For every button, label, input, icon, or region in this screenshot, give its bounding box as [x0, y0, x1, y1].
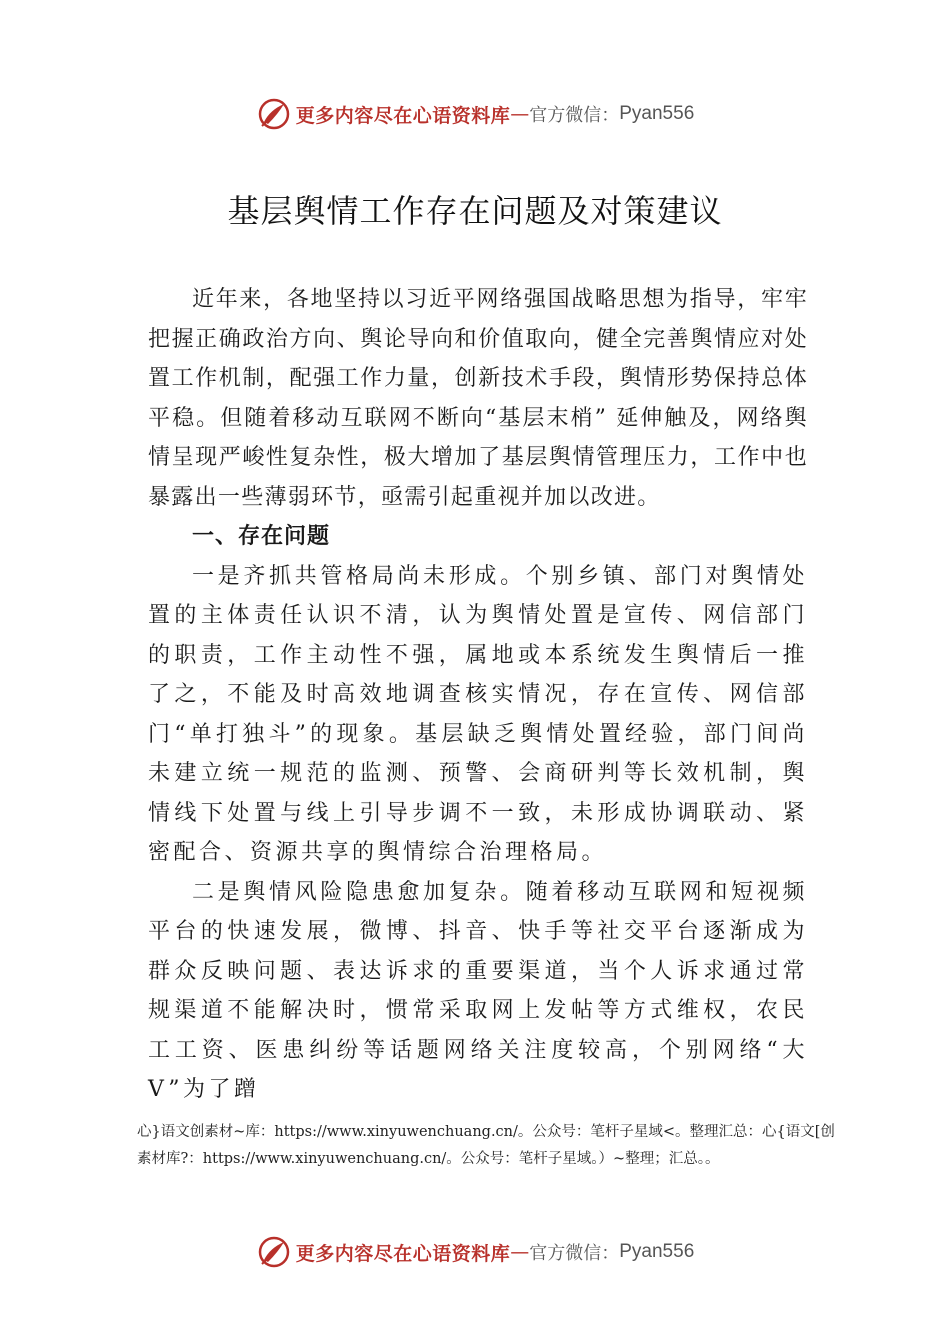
banner-label: 官方微信：	[529, 1243, 620, 1264]
footnote-watermark: 心}语文创素材~库：https://www.xinyuwenchuang.cn/。公众号：笔杆子星域<。整理汇总：心{语文[创素材库?：https://www.xinyuwenchuang.cn/。公众号：笔杆子星域。）~整理；汇总。。	[137, 1124, 835, 1167]
banner-brand: 更多内容尽在心语资料库	[295, 1242, 511, 1265]
section-heading: 一、存在问题	[192, 524, 331, 549]
banner-separator: —	[510, 103, 530, 125]
banner-account: Pyan556	[619, 1241, 695, 1262]
banner-account: Pyan556	[619, 103, 695, 124]
brush-logo-icon	[256, 1234, 292, 1270]
banner-brand: 更多内容尽在心语资料库	[295, 104, 511, 127]
banner-label: 官方微信：	[529, 105, 620, 126]
document-title: 基层舆情工作存在问题及对策建议	[227, 192, 723, 230]
footer-banner	[0, 1232, 950, 1272]
intro-paragraph: 近年来，各地坚持以习近平网络强国战略思想为指导，牢牢把握正确政治方向、舆论导向和价值取向，健全完善舆情应对处置工作机制，配强工作力量，创新技术手段，舆情形势保持总体平稳。但随着移动互联网不断向“基层末梢” 延伸触及，网络舆情呈现严峻性复杂性，极大增加了基层舆情管理压力，工作中也暴露出一些薄弱环节，亟需引起重视并加以改进。	[148, 287, 808, 510]
brush-logo-icon	[256, 96, 292, 132]
problem-paragraph-1: 一是齐抓共管格局尚未形成。个别乡镇、部门对舆情处置的主体责任认识不清，认为舆情处置是宣传、网信部门的职责，工作主动性不强，属地或本系统发生舆情后一推了之，不能及时高效地调查核实情况，存在宣传、网信部门“单打独斗”的现象。基层缺乏舆情处置经验，部门间尚未建立统一规范的监测、预警、会商研判等长效机制，舆情线下处置与线上引导步调不一致，未形成协调联动、紧密配合、资源共享的舆情综合治理格局。	[148, 563, 808, 865]
banner-separator: —	[510, 1241, 530, 1263]
header-banner	[0, 94, 950, 134]
document-body	[148, 280, 808, 1102]
problem-paragraph-2: 二是舆情风险隐患愈加复杂。随着移动互联网和短视频平台的快速发展，微博、抖音、快手等社交平台逐渐成为群众反映问题、表达诉求的重要渠道，当个人诉求通过常规渠道不能解决时，惯常采取网上发帖等方式维权，农民工工资、医患纠纷等话题网络关注度较高，个别网络“大 V”为了蹭	[148, 879, 808, 1102]
